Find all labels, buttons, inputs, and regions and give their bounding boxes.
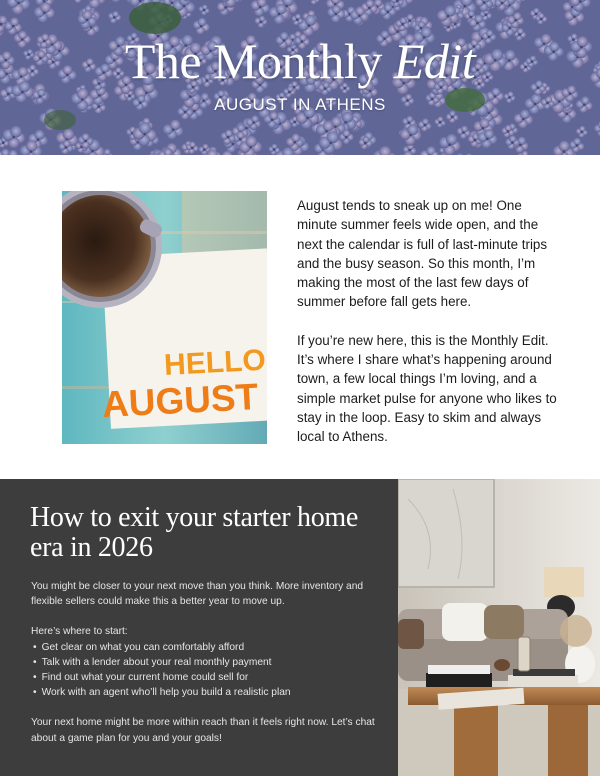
list-item: • Talk with a lender about your real monthly payment bbox=[31, 655, 381, 670]
newsletter-title: The Monthly Edit bbox=[124, 33, 476, 89]
feature-closing: Your next home might be more within reach than it feels right now. Let’s chat about a game plan for you and your goals! bbox=[31, 717, 375, 744]
steps-intro: Here’s where to start: bbox=[31, 626, 128, 638]
intro-paragraph: If you’re new here, this is the Monthly Edit. It’s where I share what’s happening around town, a few local things I’m loving, and a simple market pulse for anyone who likes to stay in the loop. Easy to skim and always local to Athens. bbox=[297, 332, 557, 445]
hello-august-photo bbox=[62, 191, 267, 444]
steps-list bbox=[31, 640, 381, 701]
list-item: • Work with an agent who’ll help you build a realistic plan bbox=[31, 685, 381, 700]
intro-paragraph: August tends to sneak up on me! One minute summer feels wide open, and the next the calendar is full of last-minute trips and the busy season. So this month, I’m making the most of the last few days of summer before fall gets here. bbox=[297, 198, 548, 310]
header-banner bbox=[0, 0, 600, 155]
feature-body bbox=[31, 579, 381, 746]
feature-lead: You might be closer to your next move than you think. More inventory and flexible sellers could make this a better year to move up. bbox=[31, 581, 364, 608]
list-item: • Find out what your current home could sell for bbox=[31, 670, 381, 685]
newsletter-subtitle: AUGUST IN ATHENS bbox=[214, 95, 386, 114]
list-item: • Get clear on what you can comfortably afford bbox=[31, 640, 381, 655]
intro-text bbox=[297, 196, 559, 447]
feature-heading: How to exit your starter home era in 2026 bbox=[30, 502, 358, 563]
starter-home-feature bbox=[0, 479, 398, 776]
living-room-photo bbox=[398, 479, 600, 776]
august-text: AUGUST bbox=[101, 376, 260, 426]
hello-text: HELLO bbox=[163, 343, 267, 382]
